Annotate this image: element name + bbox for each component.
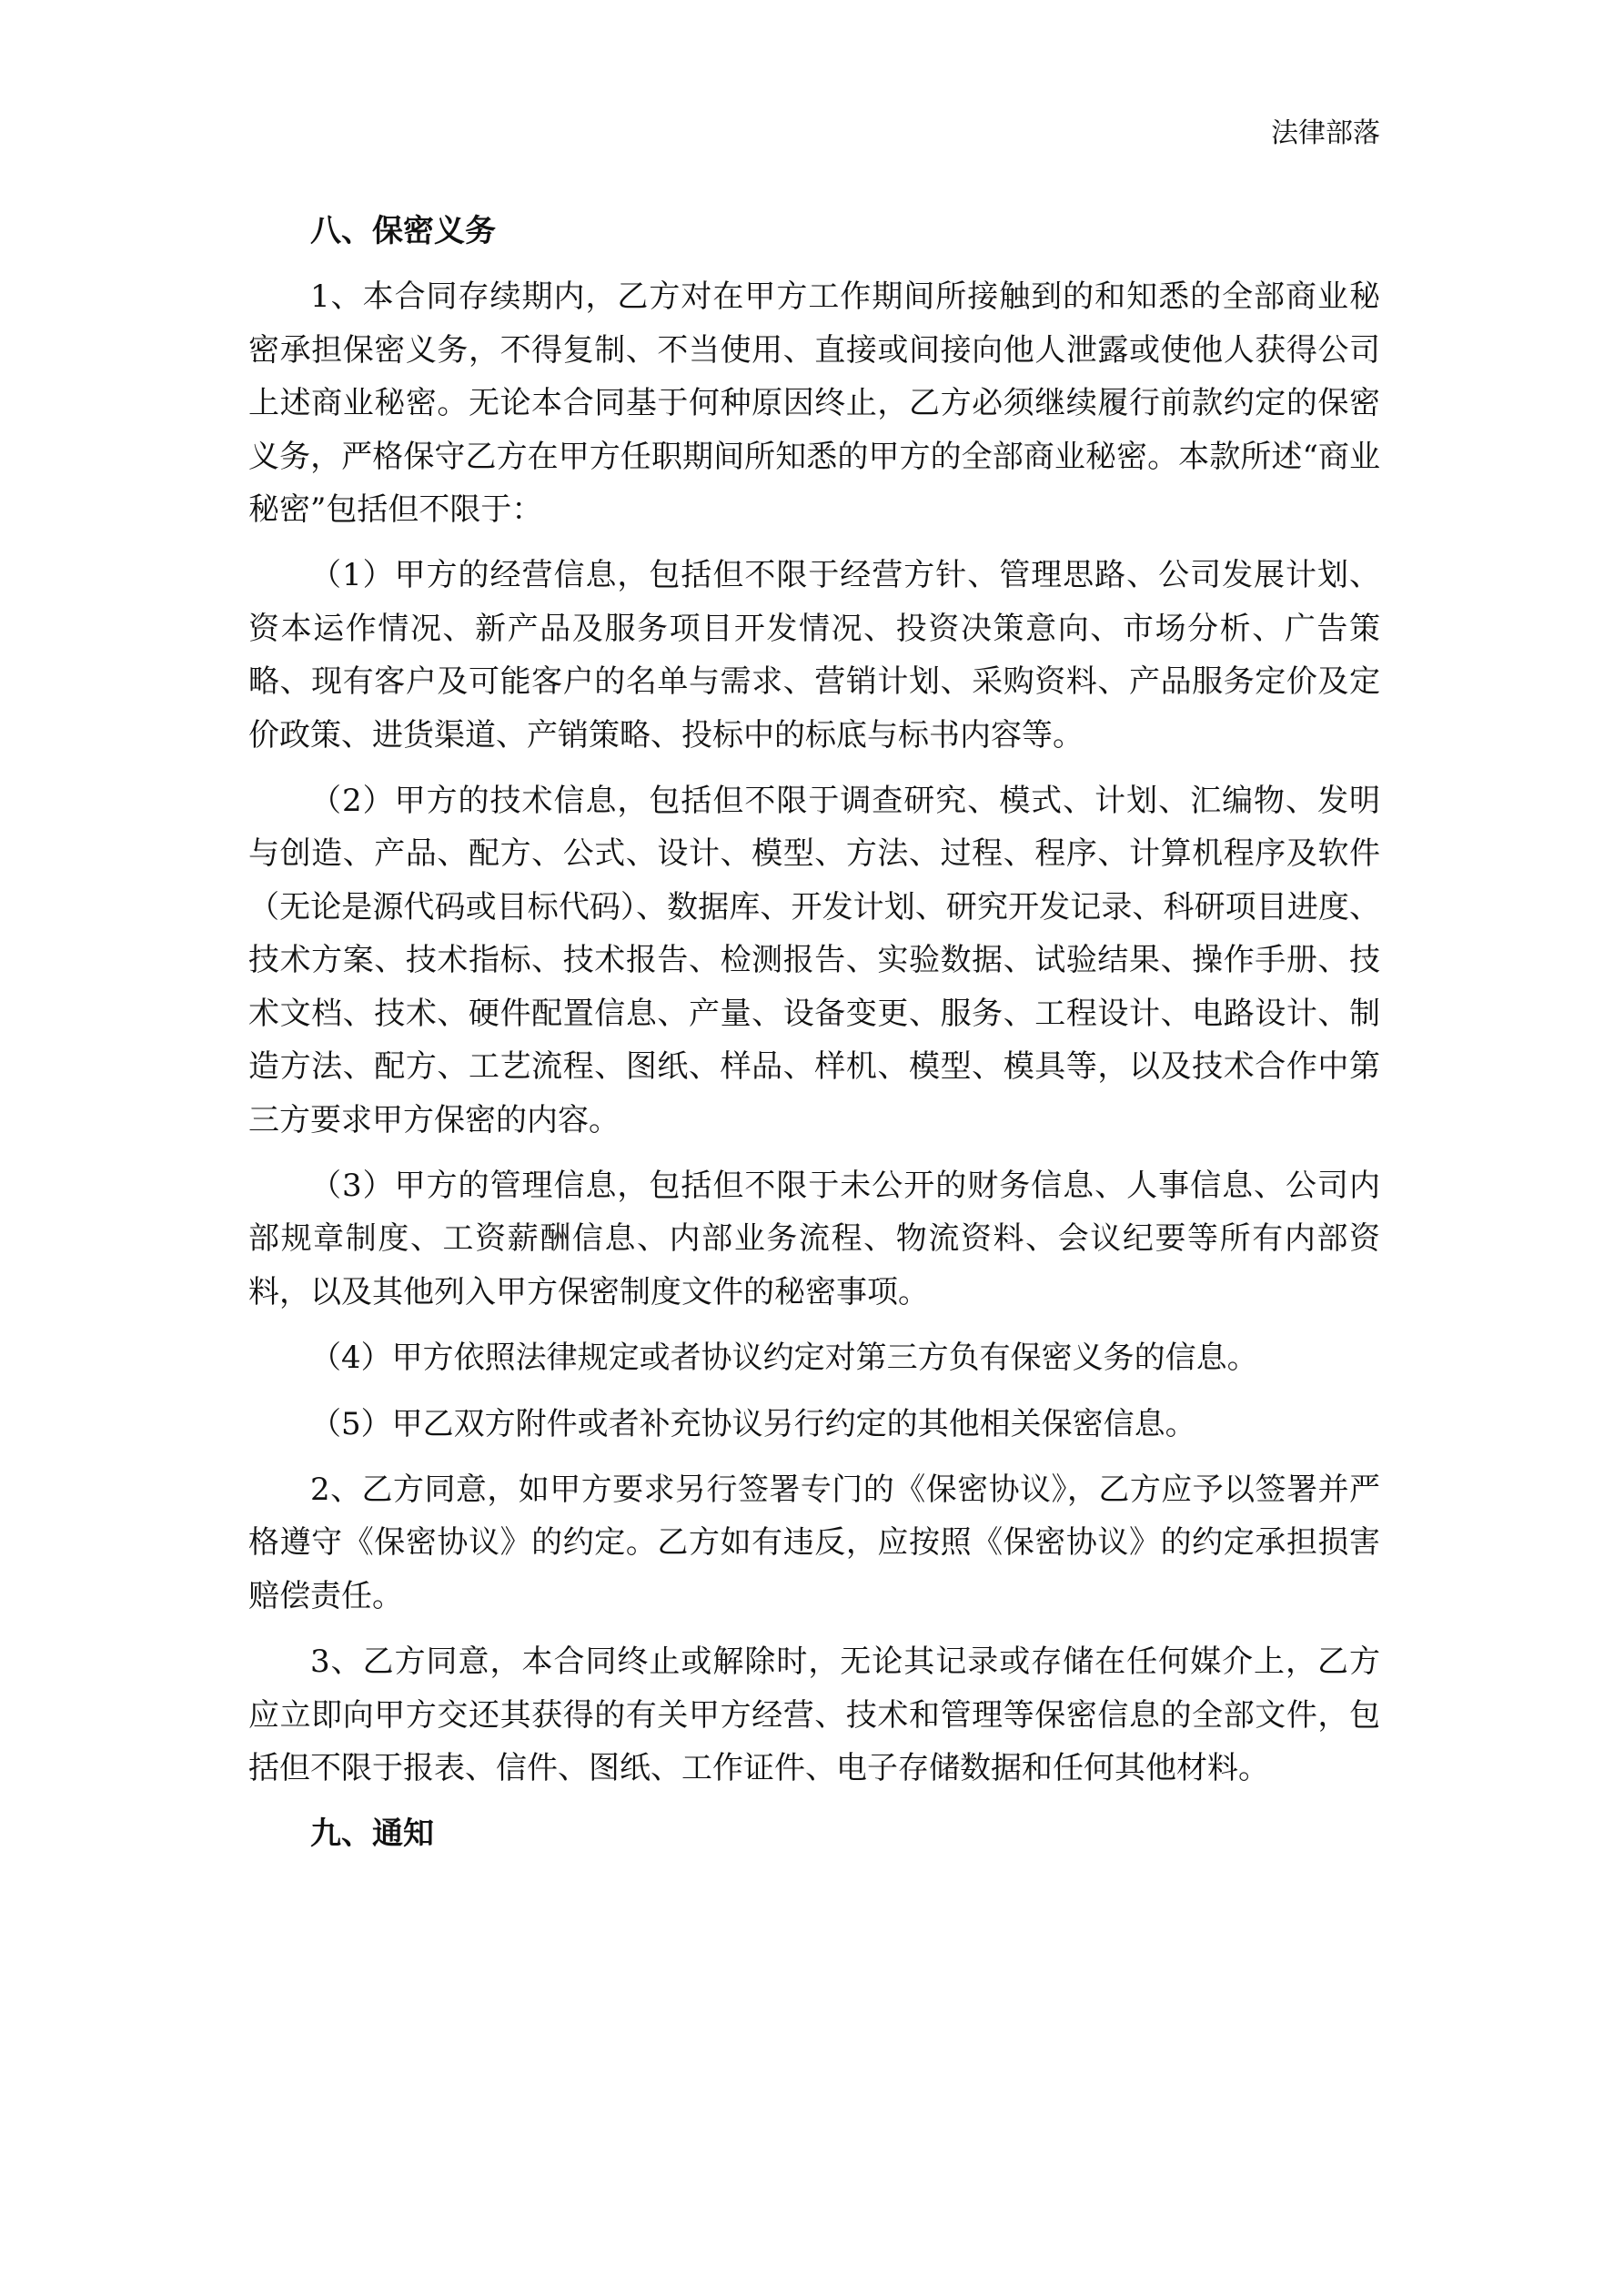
clause-8-1-item-3: （3）甲方的管理信息，包括但不限于未公开的财务信息、人事信息、公司内部规章制度、工资薪酬信息、内部业务流程、物流资料、会议纪要等所有内部资料，以及其他列入甲方保密制度文件的秘密事项。 [248, 1167, 1380, 1310]
clause-8-1-item-2: （2）甲方的技术信息，包括但不限于调查研究、模式、计划、汇编物、发明与创造、产品、配方、公式、设计、模型、方法、过程、程序、计算机程序及软件（无论是源代码或目标代码）、数据库、开发计划、研究开发记录、科研项目进度、技术方案、技术指标、技术报告、检测报告、实验数据、试验结果、操作手册、技术文档、技术、硬件配置信息、产量、设备变更、服务、工程设计、电路设计、制造方法、配方、工艺流程、图纸、样品、样机、模型、模具等，以及技术合作中第三方要求甲方保密的内容。 [248, 783, 1380, 1138]
clause-8-1: 1、本合同存续期内，乙方对在甲方工作期间所接触到的和知悉的全部商业秘密承担保密义务，不得复制、不当使用、直接或间接向他人泄露或使他人获得公司上述商业秘密。无论本合同基于何种原因终止，乙方必须继续履行前款约定的保密义务，严格保守乙方在甲方任职期间所知悉的甲方的全部商业秘密。本款所述“商业秘密”包括但不限于： [248, 278, 1380, 529]
clause-8-1-item-1: （1）甲方的经营信息，包括但不限于经营方针、管理思路、公司发展计划、资本运作情况、新产品及服务项目开发情况、投资决策意向、市场分析、广告策略、现有客户及可能客户的名单与需求、营销计划、采购资料、产品服务定价及定价政策、进货渠道、产销策略、投标中的标底与标书内容等。 [248, 557, 1380, 754]
clause-8-1-item-4: （4）甲方依照法律规定或者协议约定对第三方负有保密义务的信息。 [310, 1340, 1258, 1377]
header-mark: 法律部落 [1271, 117, 1380, 149]
clause-8-2: 2、乙方同意，如甲方要求另行签署专门的《保密协议》，乙方应予以签署并严格遵守《保密协议》的约定。乙方如有违反，应按照《保密协议》的约定承担损害赔偿责任。 [248, 1471, 1380, 1614]
clause-8-1-item-5: （5）甲乙双方附件或者补充协议另行约定的其他相关保密信息。 [310, 1405, 1196, 1442]
section-9-title: 九、通知 [310, 1816, 434, 1853]
clause-8-3: 3、乙方同意，本合同终止或解除时，无论其记录或存储在任何媒介上，乙方应立即向甲方交还其获得的有关甲方经营、技术和管理等保密信息的全部文件，包括但不限于报表、信件、图纸、工作证件、电子存储数据和任何其他材料。 [248, 1644, 1380, 1786]
document-body [248, 203, 1380, 1861]
section-8-title: 八、保密义务 [310, 213, 496, 249]
